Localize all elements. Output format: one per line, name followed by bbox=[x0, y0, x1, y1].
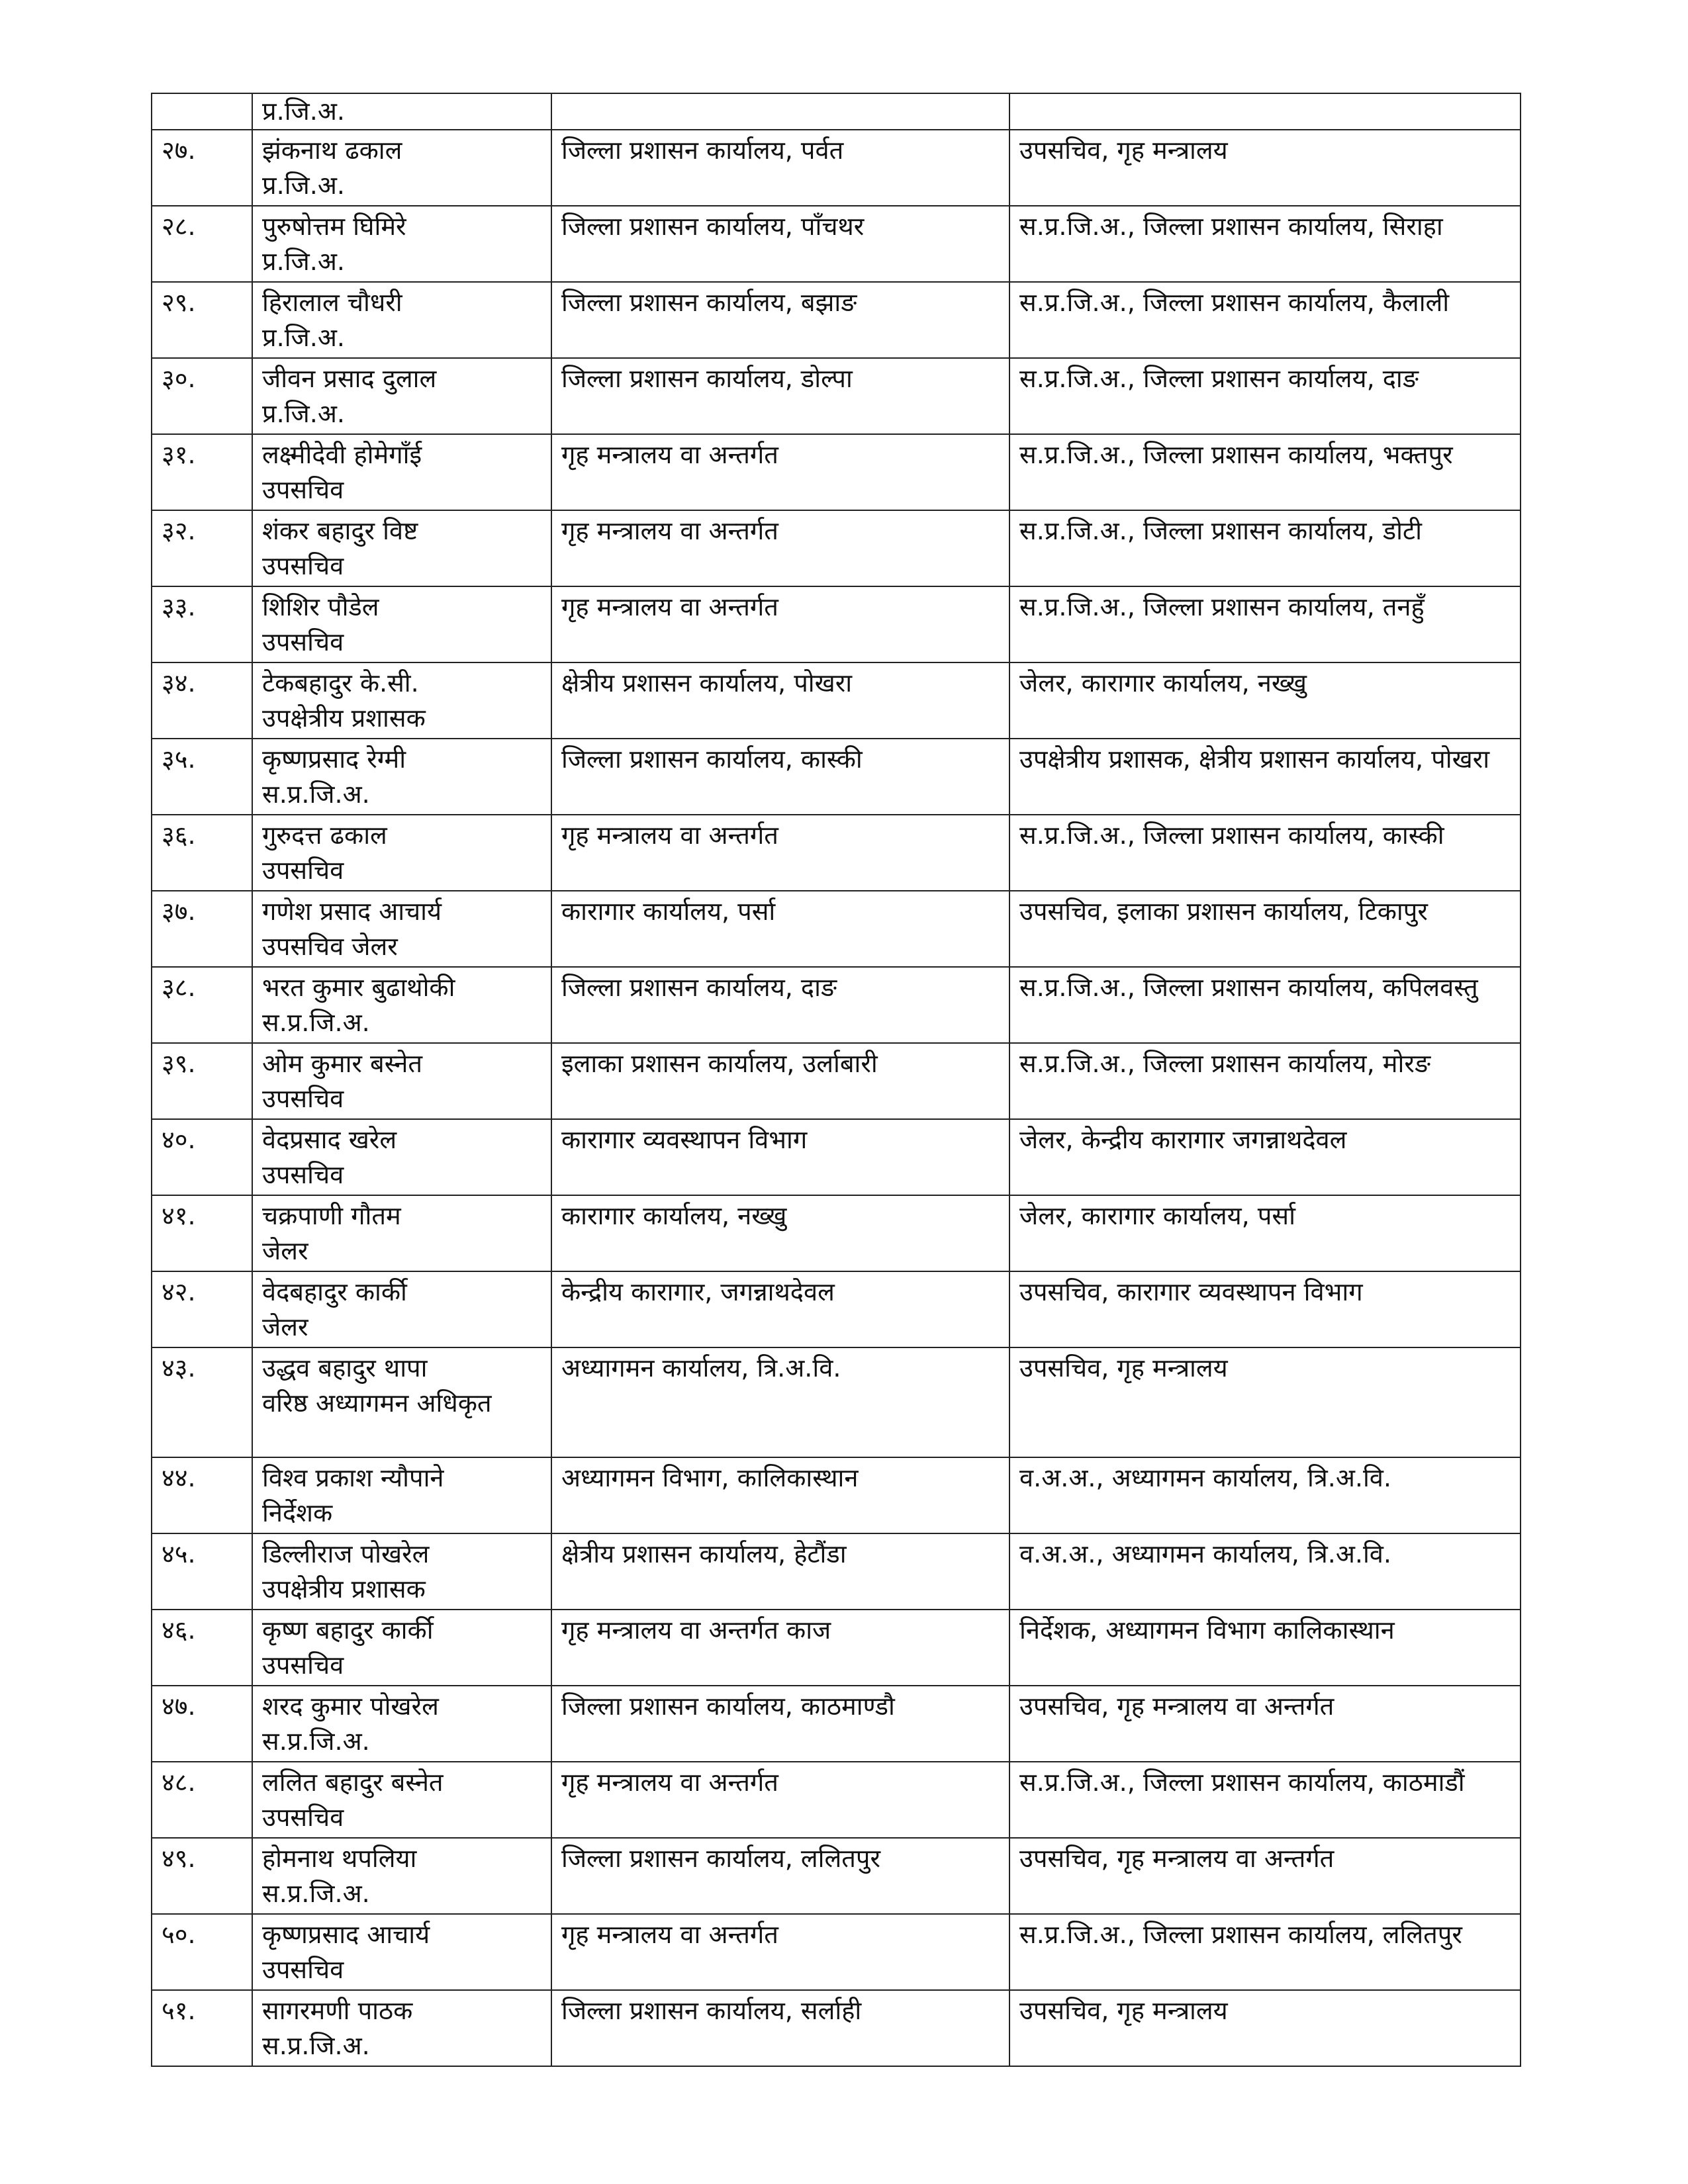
table-row-continued bbox=[152, 93, 1521, 130]
serial-number: ४१. bbox=[162, 1201, 196, 1230]
to-office-text: स.प्र.जि.अ., जिल्ला प्रशासन कार्यालय, कैलाली bbox=[1019, 288, 1450, 317]
designation-text: स.प्र.जि.अ. bbox=[262, 1879, 370, 1908]
serial-cell bbox=[152, 662, 252, 739]
table-row bbox=[152, 1610, 1521, 1686]
serial-number: ३८. bbox=[162, 973, 196, 1002]
serial-cell bbox=[152, 1762, 252, 1838]
designation-text: निर्देशक bbox=[262, 1498, 333, 1527]
to-office-cell bbox=[1009, 282, 1521, 358]
person-name: पुरुषोत्तम घिमिरे bbox=[262, 212, 406, 241]
serial-cell bbox=[152, 510, 252, 586]
from-office-cell bbox=[551, 358, 1009, 434]
serial-cell bbox=[152, 434, 252, 510]
serial-cell bbox=[152, 815, 252, 891]
serial-number: ४९. bbox=[162, 1844, 196, 1873]
table-row bbox=[152, 206, 1521, 282]
designation-text: उपसचिव bbox=[262, 1084, 344, 1113]
from-office-cell bbox=[551, 1533, 1009, 1610]
serial-number: ४६. bbox=[162, 1615, 196, 1645]
from-office-text: जिल्ला प्रशासन कार्यालय, ललितपुर bbox=[561, 1844, 881, 1873]
from-office-cell bbox=[551, 282, 1009, 358]
serial-number: ४७. bbox=[162, 1692, 196, 1721]
serial-number: ५०. bbox=[162, 1920, 196, 1949]
from-office-cell bbox=[551, 206, 1009, 282]
person-name: शरद कुमार पोखरेल bbox=[262, 1692, 439, 1721]
to-office-cell bbox=[1009, 93, 1521, 130]
from-office-cell bbox=[551, 739, 1009, 815]
table-row bbox=[152, 1914, 1521, 1990]
table-row bbox=[152, 434, 1521, 510]
person-name: वेदप्रसाद खरेल bbox=[262, 1125, 397, 1154]
to-office-text: स.प्र.जि.अ., जिल्ला प्रशासन कार्यालय, काठमाडौं bbox=[1019, 1768, 1465, 1797]
designation-text: उपसचिव bbox=[262, 1803, 344, 1832]
serial-number: ३२. bbox=[162, 516, 196, 545]
to-office-cell bbox=[1009, 815, 1521, 891]
to-office-text: निर्देशक, अध्यागमन विभाग कालिकास्थान bbox=[1019, 1615, 1395, 1645]
to-office-text: व.अ.अ., अध्यागमन कार्यालय, त्रि.अ.वि. bbox=[1019, 1463, 1392, 1492]
designation-text: उपसचिव bbox=[262, 1955, 344, 1984]
person-name: हिरालाल चौधरी bbox=[262, 288, 402, 317]
from-office-cell bbox=[551, 93, 1009, 130]
designation-text: स.प्र.जि.अ. bbox=[262, 2031, 370, 2060]
name-cell bbox=[252, 1762, 551, 1838]
from-office-text: कारागार कार्यालय, पर्सा bbox=[561, 897, 776, 926]
designation-text: उपसचिव bbox=[262, 1160, 344, 1189]
person-name: ओम कुमार बस्नेत bbox=[262, 1049, 423, 1078]
to-office-text: जेलर, केन्द्रीय कारागार जगन्नाथदेवल bbox=[1019, 1125, 1347, 1154]
serial-cell bbox=[152, 1043, 252, 1119]
name-cell bbox=[252, 1914, 551, 1990]
serial-cell bbox=[152, 130, 252, 206]
from-office-cell bbox=[551, 1838, 1009, 1914]
person-name: शिशिर पौडेल bbox=[262, 592, 379, 621]
table-row bbox=[152, 282, 1521, 358]
from-office-cell bbox=[551, 1990, 1009, 2066]
designation-text: जेलर bbox=[262, 1312, 308, 1342]
table-row bbox=[152, 510, 1521, 586]
table-row bbox=[152, 1043, 1521, 1119]
from-office-cell bbox=[551, 815, 1009, 891]
name-cell bbox=[252, 1271, 551, 1347]
from-office-cell bbox=[551, 967, 1009, 1043]
name-cell bbox=[252, 1686, 551, 1762]
name-cell bbox=[252, 662, 551, 739]
table-row bbox=[152, 891, 1521, 967]
name-cell bbox=[252, 1457, 551, 1533]
from-office-text: गृह मन्त्रालय वा अन्तर्गत bbox=[561, 440, 778, 469]
to-office-text: उपसचिव, गृह मन्त्रालय वा अन्तर्गत bbox=[1019, 1844, 1335, 1873]
designation-text: स.प्र.जि.अ. bbox=[262, 780, 370, 809]
name-cell bbox=[252, 967, 551, 1043]
person-name: गुरुदत्त ढकाल bbox=[262, 821, 387, 850]
serial-cell bbox=[152, 282, 252, 358]
from-office-text: जिल्ला प्रशासन कार्यालय, बझाङ bbox=[561, 288, 857, 317]
serial-number: ५१. bbox=[162, 1996, 196, 2025]
table-row bbox=[152, 1762, 1521, 1838]
designation-text: वरिष्ठ अध्यागमन अधिकृत bbox=[262, 1388, 492, 1418]
from-office-text: अध्यागमन विभाग, कालिकास्थान bbox=[561, 1463, 859, 1492]
serial-cell bbox=[152, 1610, 252, 1686]
serial-number: २७. bbox=[162, 136, 196, 165]
name-cell bbox=[252, 1347, 551, 1457]
to-office-cell bbox=[1009, 1119, 1521, 1195]
serial-cell bbox=[152, 1990, 252, 2066]
designation-text: प्र.जि.अ. bbox=[262, 97, 345, 126]
designation-text: उपसचिव bbox=[262, 1651, 344, 1680]
designation-text: उपसचिव bbox=[262, 627, 344, 657]
person-name: उद्धव बहादुर थापा bbox=[262, 1353, 428, 1383]
to-office-cell bbox=[1009, 739, 1521, 815]
designation-text: प्र.जि.अ. bbox=[262, 247, 345, 276]
to-office-text: उपक्षेत्रीय प्रशासक, क्षेत्रीय प्रशासन कार्यालय, पोखरा bbox=[1019, 745, 1490, 774]
serial-cell bbox=[152, 1271, 252, 1347]
from-office-cell bbox=[551, 891, 1009, 967]
person-name: विश्व प्रकाश न्यौपाने bbox=[262, 1463, 444, 1492]
from-office-cell bbox=[551, 1610, 1009, 1686]
name-cell bbox=[252, 434, 551, 510]
designation-text: स.प्र.जि.अ. bbox=[262, 1727, 370, 1756]
from-office-text: कारागार कार्यालय, नख्खु bbox=[561, 1201, 787, 1230]
to-office-text: स.प्र.जि.अ., जिल्ला प्रशासन कार्यालय, कास्की bbox=[1019, 821, 1444, 850]
serial-number: ३३. bbox=[162, 592, 196, 621]
table-row bbox=[152, 1990, 1521, 2066]
serial-number: ३०. bbox=[162, 364, 196, 393]
designation-text: प्र.जि.अ. bbox=[262, 323, 345, 352]
name-cell bbox=[252, 510, 551, 586]
table-row bbox=[152, 1838, 1521, 1914]
serial-cell bbox=[152, 1195, 252, 1271]
designation-text: उपसचिव bbox=[262, 475, 344, 504]
person-name: भरत कुमार बुढाथोकी bbox=[262, 973, 455, 1002]
name-cell bbox=[252, 358, 551, 434]
to-office-cell bbox=[1009, 206, 1521, 282]
to-office-cell bbox=[1009, 358, 1521, 434]
designation-text: स.प्र.जि.अ. bbox=[262, 1008, 370, 1037]
to-office-cell bbox=[1009, 1533, 1521, 1610]
from-office-cell bbox=[551, 1195, 1009, 1271]
to-office-cell bbox=[1009, 662, 1521, 739]
designation-text: प्र.जि.अ. bbox=[262, 399, 345, 428]
name-cell bbox=[252, 1838, 551, 1914]
from-office-text: जिल्ला प्रशासन कार्यालय, काठमाण्डौ bbox=[561, 1692, 895, 1721]
from-office-cell bbox=[551, 1119, 1009, 1195]
name-cell bbox=[252, 1043, 551, 1119]
serial-number: ४२. bbox=[162, 1277, 196, 1306]
serial-cell bbox=[152, 891, 252, 967]
from-office-text: गृह मन्त्रालय वा अन्तर्गत bbox=[561, 516, 778, 545]
from-office-cell bbox=[551, 1457, 1009, 1533]
from-office-text: अध्यागमन कार्यालय, त्रि.अ.वि. bbox=[561, 1353, 841, 1383]
serial-cell bbox=[152, 1533, 252, 1610]
serial-number: ४०. bbox=[162, 1125, 196, 1154]
serial-number: ४३. bbox=[162, 1353, 196, 1383]
to-office-text: स.प्र.जि.अ., जिल्ला प्रशासन कार्यालय, ललितपुर bbox=[1019, 1920, 1462, 1949]
serial-cell bbox=[152, 1457, 252, 1533]
table-row bbox=[152, 967, 1521, 1043]
serial-cell bbox=[152, 739, 252, 815]
to-office-cell bbox=[1009, 1347, 1521, 1457]
from-office-text: क्षेत्रीय प्रशासन कार्यालय, हेटौंडा bbox=[561, 1539, 847, 1569]
serial-cell bbox=[152, 206, 252, 282]
from-office-cell bbox=[551, 1347, 1009, 1457]
to-office-text: स.प्र.जि.अ., जिल्ला प्रशासन कार्यालय, मोरङ bbox=[1019, 1049, 1431, 1078]
to-office-cell bbox=[1009, 1990, 1521, 2066]
serial-cell bbox=[152, 586, 252, 662]
to-office-text: जेलर, कारागार कार्यालय, नख्खु bbox=[1019, 668, 1307, 698]
from-office-text: जिल्ला प्रशासन कार्यालय, डोल्पा bbox=[561, 364, 853, 393]
from-office-text: गृह मन्त्रालय वा अन्तर्गत bbox=[561, 1920, 778, 1949]
to-office-cell bbox=[1009, 1762, 1521, 1838]
to-office-text: उपसचिव, गृह मन्त्रालय bbox=[1019, 1996, 1228, 2025]
name-cell bbox=[252, 282, 551, 358]
from-office-cell bbox=[551, 434, 1009, 510]
from-office-cell bbox=[551, 1043, 1009, 1119]
designation-text: उपक्षेत्रीय प्रशासक bbox=[262, 704, 426, 733]
table-row bbox=[152, 1271, 1521, 1347]
serial-cell bbox=[152, 1686, 252, 1762]
to-office-cell bbox=[1009, 891, 1521, 967]
person-name: चक्रपाणी गौतम bbox=[262, 1201, 401, 1230]
to-office-cell bbox=[1009, 1195, 1521, 1271]
to-office-text: स.प्र.जि.अ., जिल्ला प्रशासन कार्यालय, सिराहा bbox=[1019, 212, 1443, 241]
table-row bbox=[152, 662, 1521, 739]
from-office-text: गृह मन्त्रालय वा अन्तर्गत bbox=[561, 592, 778, 621]
from-office-cell bbox=[551, 1686, 1009, 1762]
from-office-text: कारागार व्यवस्थापन विभाग bbox=[561, 1125, 808, 1154]
name-cell bbox=[252, 206, 551, 282]
table-body bbox=[152, 93, 1521, 2066]
name-cell bbox=[252, 586, 551, 662]
to-office-text: जेलर, कारागार कार्यालय, पर्सा bbox=[1019, 1201, 1295, 1230]
serial-cell bbox=[152, 1119, 252, 1195]
table-row bbox=[152, 739, 1521, 815]
person-name: झंकनाथ ढकाल bbox=[262, 136, 402, 165]
table-row bbox=[152, 1119, 1521, 1195]
table-row bbox=[152, 586, 1521, 662]
transfer-table bbox=[151, 93, 1521, 2067]
name-cell bbox=[252, 815, 551, 891]
to-office-cell bbox=[1009, 434, 1521, 510]
name-cell bbox=[252, 1990, 551, 2066]
to-office-cell bbox=[1009, 1271, 1521, 1347]
name-cell bbox=[252, 891, 551, 967]
from-office-text: गृह मन्त्रालय वा अन्तर्गत bbox=[561, 1768, 778, 1797]
name-cell bbox=[252, 739, 551, 815]
document-page bbox=[151, 93, 1520, 2067]
designation-text: उपसचिव bbox=[262, 856, 344, 885]
from-office-text: क्षेत्रीय प्रशासन कार्यालय, पोखरा bbox=[561, 668, 853, 698]
serial-cell bbox=[152, 358, 252, 434]
to-office-text: उपसचिव, कारागार व्यवस्थापन विभाग bbox=[1019, 1277, 1363, 1306]
from-office-text: जिल्ला प्रशासन कार्यालय, कास्की bbox=[561, 745, 863, 774]
from-office-cell bbox=[551, 586, 1009, 662]
from-office-cell bbox=[551, 130, 1009, 206]
serial-number: ३१. bbox=[162, 440, 196, 469]
to-office-cell bbox=[1009, 967, 1521, 1043]
to-office-cell bbox=[1009, 586, 1521, 662]
serial-cell bbox=[152, 93, 252, 130]
to-office-cell bbox=[1009, 1914, 1521, 1990]
to-office-text: स.प्र.जि.अ., जिल्ला प्रशासन कार्यालय, भक्तपुर bbox=[1019, 440, 1453, 469]
to-office-text: व.अ.अ., अध्यागमन कार्यालय, त्रि.अ.वि. bbox=[1019, 1539, 1392, 1569]
table-row bbox=[152, 1457, 1521, 1533]
table-row bbox=[152, 1533, 1521, 1610]
table-row bbox=[152, 130, 1521, 206]
serial-cell bbox=[152, 1914, 252, 1990]
designation-text: उपसचिव जेलर bbox=[262, 932, 398, 961]
from-office-text: इलाका प्रशासन कार्यालय, उर्लाबारी bbox=[561, 1049, 878, 1078]
from-office-cell bbox=[551, 510, 1009, 586]
person-name: टेकबहादुर के.सी. bbox=[262, 668, 419, 698]
table-row bbox=[152, 815, 1521, 891]
person-name: होमनाथ थपलिया bbox=[262, 1844, 417, 1873]
person-name: ललित बहादुर बस्नेत bbox=[262, 1768, 444, 1797]
serial-cell bbox=[152, 1838, 252, 1914]
person-name: कृष्ण बहादुर कार्की bbox=[262, 1615, 434, 1645]
to-office-cell bbox=[1009, 1686, 1521, 1762]
table-row bbox=[152, 1347, 1521, 1457]
person-name: कृष्णप्रसाद आचार्य bbox=[262, 1920, 430, 1949]
to-office-text: स.प्र.जि.अ., जिल्ला प्रशासन कार्यालय, डोटी bbox=[1019, 516, 1422, 545]
person-name: शंकर बहादुर विष्ट bbox=[262, 516, 418, 545]
serial-number: ४५. bbox=[162, 1539, 196, 1569]
designation-text: उपसचिव bbox=[262, 551, 344, 580]
person-name: गणेश प्रसाद आचार्य bbox=[262, 897, 442, 926]
person-name: कृष्णप्रसाद रेग्मी bbox=[262, 745, 406, 774]
designation-text: जेलर bbox=[262, 1236, 308, 1265]
person-name: डिल्लीराज पोखरेल bbox=[262, 1539, 430, 1569]
name-cell bbox=[252, 1610, 551, 1686]
serial-number: ४८. bbox=[162, 1768, 196, 1797]
designation-text: प्र.जि.अ. bbox=[262, 171, 345, 200]
serial-number: ३९. bbox=[162, 1049, 196, 1078]
serial-number: ३६. bbox=[162, 821, 196, 850]
to-office-text: स.प्र.जि.अ., जिल्ला प्रशासन कार्यालय, कपिलवस्तु bbox=[1019, 973, 1478, 1002]
to-office-text: उपसचिव, गृह मन्त्रालय bbox=[1019, 1353, 1228, 1383]
name-cell bbox=[252, 1533, 551, 1610]
from-office-text: जिल्ला प्रशासन कार्यालय, पाँचथर bbox=[561, 212, 865, 241]
serial-number: २८. bbox=[162, 212, 196, 241]
name-cell bbox=[252, 130, 551, 206]
from-office-cell bbox=[551, 1762, 1009, 1838]
from-office-text: जिल्ला प्रशासन कार्यालय, पर्वत bbox=[561, 136, 844, 165]
to-office-text: उपसचिव, गृह मन्त्रालय bbox=[1019, 136, 1228, 165]
to-office-text: उपसचिव, गृह मन्त्रालय वा अन्तर्गत bbox=[1019, 1692, 1335, 1721]
table-row bbox=[152, 1686, 1521, 1762]
to-office-text: स.प्र.जि.अ., जिल्ला प्रशासन कार्यालय, तनहुँ bbox=[1019, 592, 1425, 621]
from-office-text: गृह मन्त्रालय वा अन्तर्गत bbox=[561, 821, 778, 850]
to-office-text: उपसचिव, इलाका प्रशासन कार्यालय, टिकापुर bbox=[1019, 897, 1428, 926]
person-name: सागरमणी पाठक bbox=[262, 1996, 413, 2025]
table-row bbox=[152, 358, 1521, 434]
from-office-text: गृह मन्त्रालय वा अन्तर्गत काज bbox=[561, 1615, 831, 1645]
serial-number: २९. bbox=[162, 288, 196, 317]
person-name: लक्ष्मीदेवी होमेगाँई bbox=[262, 440, 422, 469]
to-office-cell bbox=[1009, 510, 1521, 586]
table-row bbox=[152, 1195, 1521, 1271]
to-office-cell bbox=[1009, 1457, 1521, 1533]
serial-cell bbox=[152, 1347, 252, 1457]
person-name: वेदबहादुर कार्की bbox=[262, 1277, 407, 1306]
from-office-cell bbox=[551, 1914, 1009, 1990]
name-cell bbox=[252, 1195, 551, 1271]
from-office-cell bbox=[551, 662, 1009, 739]
name-cell bbox=[252, 1119, 551, 1195]
to-office-cell bbox=[1009, 1838, 1521, 1914]
person-name: जीवन प्रसाद दुलाल bbox=[262, 364, 437, 393]
to-office-cell bbox=[1009, 1043, 1521, 1119]
to-office-cell bbox=[1009, 130, 1521, 206]
serial-number: ३५. bbox=[162, 745, 196, 774]
serial-number: ३७. bbox=[162, 897, 196, 926]
name-cell bbox=[252, 93, 551, 130]
from-office-text: जिल्ला प्रशासन कार्यालय, दाङ bbox=[561, 973, 837, 1002]
from-office-text: जिल्ला प्रशासन कार्यालय, सर्लाही bbox=[561, 1996, 862, 2025]
to-office-cell bbox=[1009, 1610, 1521, 1686]
serial-cell bbox=[152, 967, 252, 1043]
serial-number: ४४. bbox=[162, 1463, 196, 1492]
serial-number: ३४. bbox=[162, 668, 196, 698]
designation-text: उपक्षेत्रीय प्रशासक bbox=[262, 1574, 426, 1604]
to-office-text: स.प्र.जि.अ., जिल्ला प्रशासन कार्यालय, दाङ bbox=[1019, 364, 1419, 393]
from-office-cell bbox=[551, 1271, 1009, 1347]
from-office-text: केन्द्रीय कारागार, जगन्नाथदेवल bbox=[561, 1277, 835, 1306]
